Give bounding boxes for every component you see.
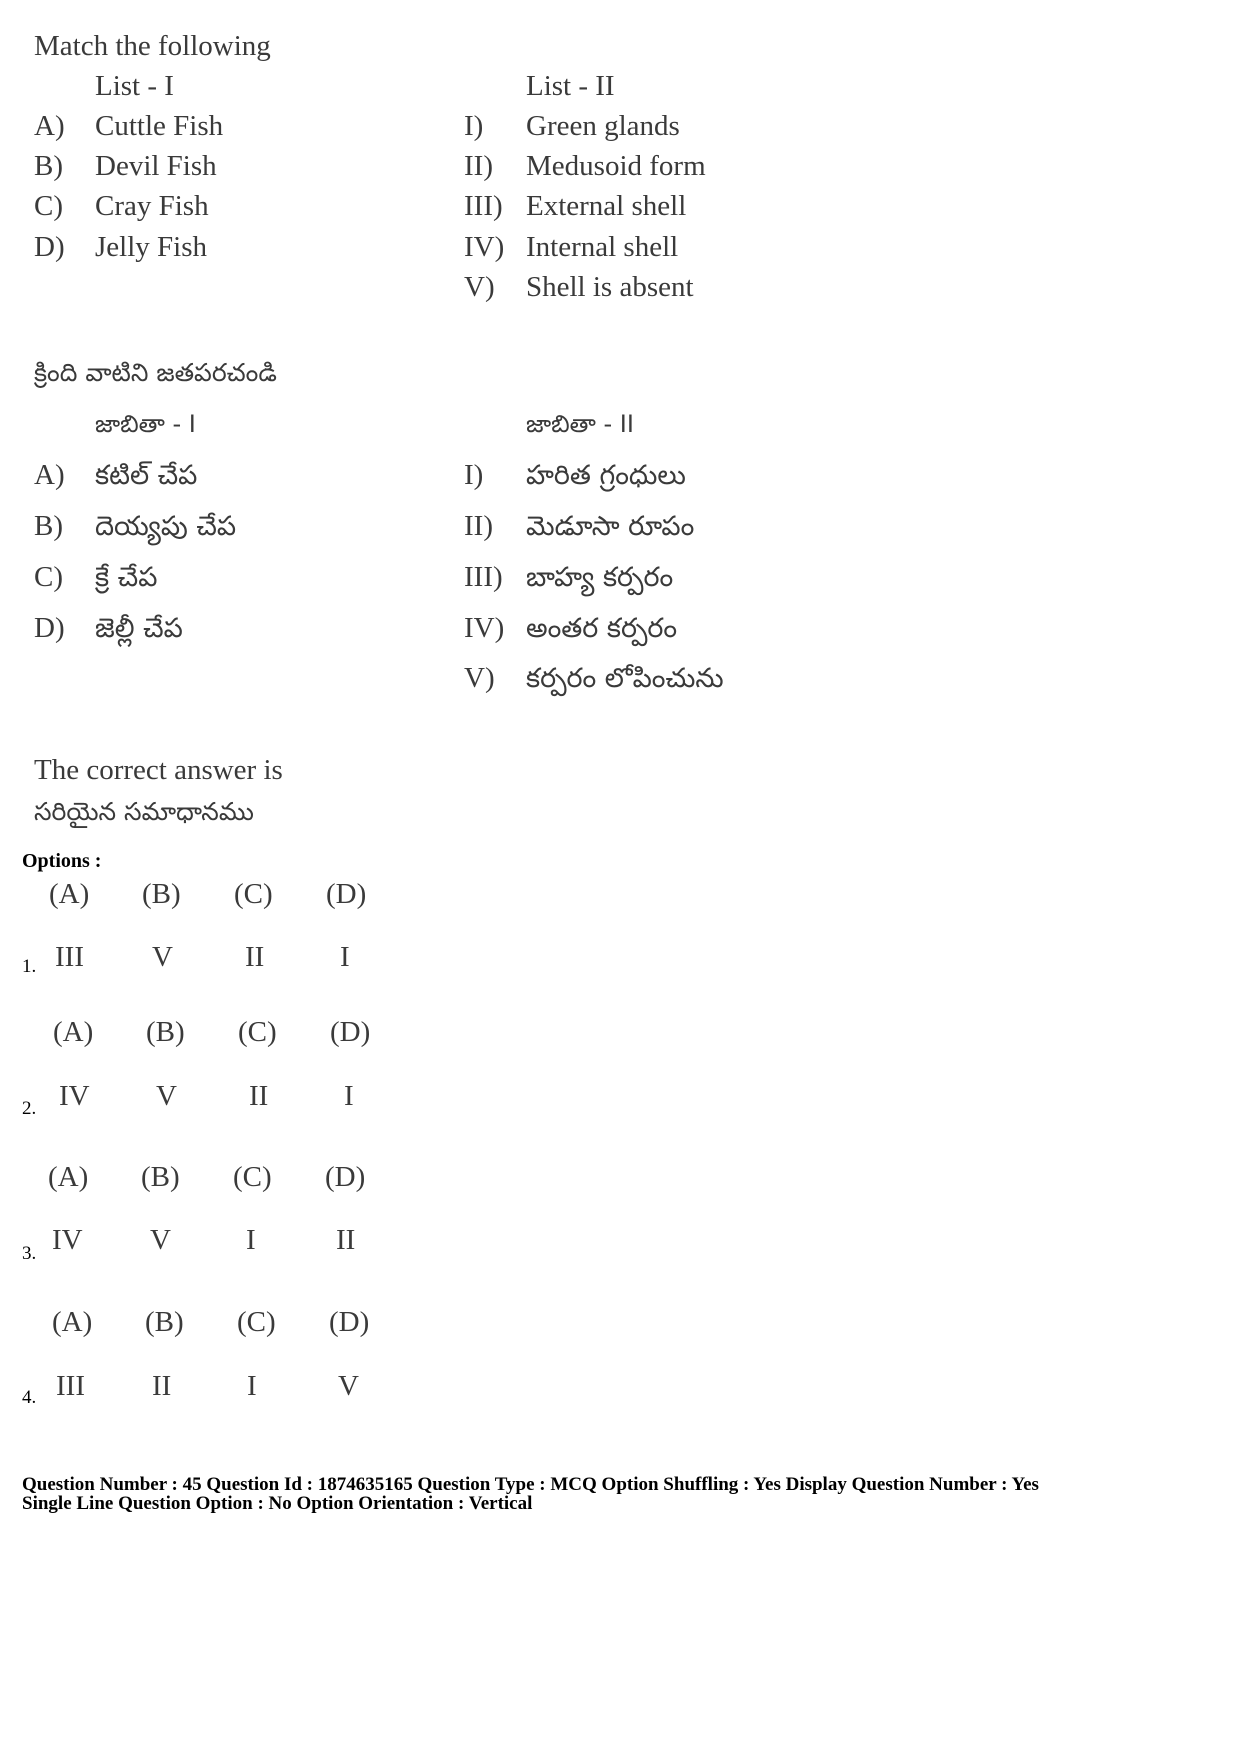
option-value: IV <box>59 1080 90 1112</box>
list2-title-en: List - II <box>526 70 615 102</box>
list1-key: C) <box>34 190 63 222</box>
answer-prompt-te: సరియైన సమాధానము <box>34 797 254 826</box>
option-value: IV <box>52 1224 83 1256</box>
option-value: III <box>55 941 84 973</box>
list2-key: III) <box>464 561 503 593</box>
option-header: (C) <box>234 878 273 910</box>
list1-item: Cray Fish <box>95 190 209 222</box>
option-header: (A) <box>52 1306 93 1338</box>
question-heading-te: క్రింది వాటిని జతపరచండి <box>34 358 277 387</box>
question-meta-line2: Single Line Question Option : No Option Orientation : Vertical <box>22 1493 533 1514</box>
option-value: I <box>247 1370 257 1402</box>
list1-item: కటిల్ చేప <box>95 460 198 491</box>
list1-item: క్రే చేప <box>95 562 158 593</box>
list1-item: Cuttle Fish <box>95 110 224 142</box>
list1-item: దెయ్యపు చేప <box>95 511 237 542</box>
option-header: (A) <box>48 1161 89 1193</box>
list2-key: I) <box>464 459 484 491</box>
list2-key: II) <box>464 510 493 542</box>
list1-key: B) <box>34 510 63 542</box>
option-header: (B) <box>141 1161 180 1193</box>
option-value: II <box>249 1080 269 1112</box>
list2-key: V) <box>464 271 495 303</box>
list1-key: A) <box>34 459 65 491</box>
option-value: I <box>340 941 350 973</box>
list1-key: A) <box>34 110 65 142</box>
option-header: (B) <box>145 1306 184 1338</box>
option-header: (D) <box>326 878 367 910</box>
option-header: (C) <box>233 1161 272 1193</box>
list1-key: B) <box>34 150 63 182</box>
list2-item: హరిత గ్రంధులు <box>526 460 686 491</box>
option-header: (D) <box>329 1306 370 1338</box>
list1-item: జెల్లీ చేప <box>95 613 183 644</box>
option-header: (D) <box>325 1161 366 1193</box>
option-value: III <box>56 1370 85 1402</box>
list1-key: D) <box>34 612 65 644</box>
list2-item: Shell is absent <box>526 271 694 303</box>
list2-item: కర్పరం లోపించును <box>526 663 724 694</box>
option-header: (B) <box>142 878 181 910</box>
option-header: (A) <box>49 878 90 910</box>
list2-title-te: జాబితా - II <box>526 410 634 438</box>
list1-title-te: జాబితా - I <box>95 410 196 438</box>
option-number: 1. <box>22 956 37 977</box>
list1-title-en: List - I <box>95 70 174 102</box>
list2-item: Green glands <box>526 110 680 142</box>
list2-item: మెడూసా రూపం <box>526 511 695 542</box>
option-number: 2. <box>22 1098 37 1119</box>
option-number: 3. <box>22 1243 37 1264</box>
list2-item: బాహ్య కర్పరం <box>526 562 674 593</box>
option-value: V <box>152 941 173 973</box>
option-value: V <box>150 1224 171 1256</box>
list2-key: II) <box>464 150 493 182</box>
option-number: 4. <box>22 1387 37 1408</box>
option-value: II <box>152 1370 172 1402</box>
list2-item: అంతర కర్పరం <box>526 613 678 644</box>
list1-item: Devil Fish <box>95 150 217 182</box>
option-value: I <box>246 1224 256 1256</box>
question-meta-line1: Question Number : 45 Question Id : 1874635165 Question Type : MCQ Option Shuffling : Yes Display Question Number : Yes <box>22 1474 1039 1495</box>
option-value: I <box>344 1080 354 1112</box>
list1-key: D) <box>34 231 65 263</box>
list2-key: III) <box>464 190 503 222</box>
option-header: (B) <box>146 1016 185 1048</box>
list2-key: I) <box>464 110 484 142</box>
list1-key: C) <box>34 561 63 593</box>
option-header: (A) <box>53 1016 94 1048</box>
list1-item: Jelly Fish <box>95 231 207 263</box>
list2-key: IV) <box>464 231 505 263</box>
option-header: (C) <box>238 1016 277 1048</box>
answer-prompt-en: The correct answer is <box>34 754 283 786</box>
option-header: (C) <box>237 1306 276 1338</box>
list2-key: V) <box>464 662 495 694</box>
option-value: II <box>245 941 265 973</box>
option-value: II <box>336 1224 356 1256</box>
list2-item: External shell <box>526 190 687 222</box>
list2-item: Internal shell <box>526 231 679 263</box>
option-header: (D) <box>330 1016 371 1048</box>
option-value: V <box>156 1080 177 1112</box>
question-heading-en: Match the following <box>34 30 271 62</box>
option-value: V <box>338 1370 359 1402</box>
options-label: Options : <box>22 850 102 872</box>
list2-item: Medusoid form <box>526 150 706 182</box>
list2-key: IV) <box>464 612 505 644</box>
